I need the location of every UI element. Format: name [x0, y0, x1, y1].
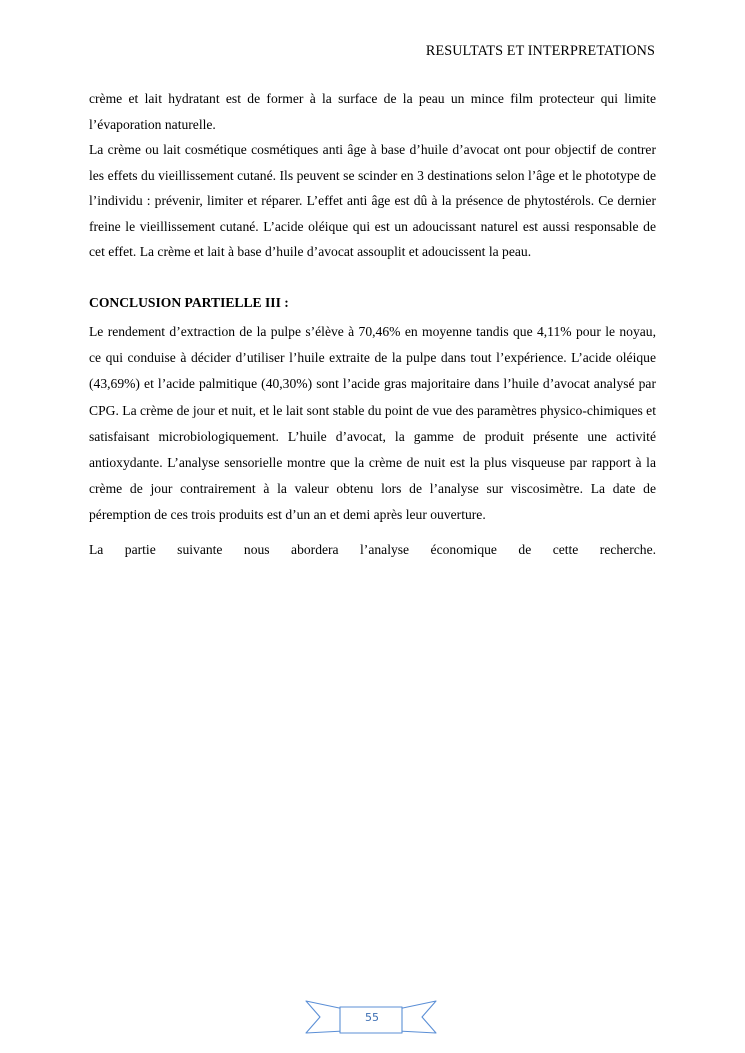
page-content — [89, 86, 656, 562]
page-number: 55 — [365, 1011, 379, 1024]
section-heading: CONCLUSION PARTIELLE III : — [89, 294, 289, 310]
paragraph-continuation: crème et lait hydratant est de former à la surface de la peau un mince film protecteur qui limite l’évaporation naturelle. — [89, 91, 656, 132]
paragraph-conclusion: Le rendement d’extraction de la pulpe s’élève à 70,46% en moyenne tandis que 4,11% pour le noyau, ce qui conduise à décider d’utiliser l’huile extraite de la pulpe dans tout l’expérience. L’acide oléique (43,69%) et l’acide palmitique (40,30%) sont l’acide gras majoritaire dans l’huile d’avocat analysé par CPG. La crème de jour et nuit, et le lait sont stable du point de vue des paramètres physico-chimiques et satisfaisant microbiologiquement. L’huile d’avocat, la gamme de produit présente une activité antioxydante. L’analyse sensorielle montre que la crème de nuit est la plus visqueuse par rapport à la crème de jour contrairement à la valeur obtenu lors de l’analyse sur viscosimètre. La date de péremption de ces trois produits est d’un an et demi après leur ouverture. — [89, 324, 656, 523]
paragraph-anti-aging: La crème ou lait cosmétique cosmétiques anti âge à base d’huile d’avocat ont pour objectif de contrer les effets du vieillissement cutané. Ils peuvent se scinder en 3 destinations selon l’âge et le phototype de l’individu : prévenir, limiter et réparer. L’effet anti âge est dû à la présence de phytostérols. Ce dernier freine le vieillissement cutané. L’acide oléique qui est un adoucissant naturel est aussi responsable de cet effet. La crème et lait à base d’huile d’avocat assouplit et adoucissent la peau. — [89, 142, 656, 259]
paragraph-closing: La partie suivante nous abordera l’analyse économique de cette recherche. — [89, 541, 656, 557]
running-header: RESULTATS ET INTERPRETATIONS — [425, 43, 655, 59]
